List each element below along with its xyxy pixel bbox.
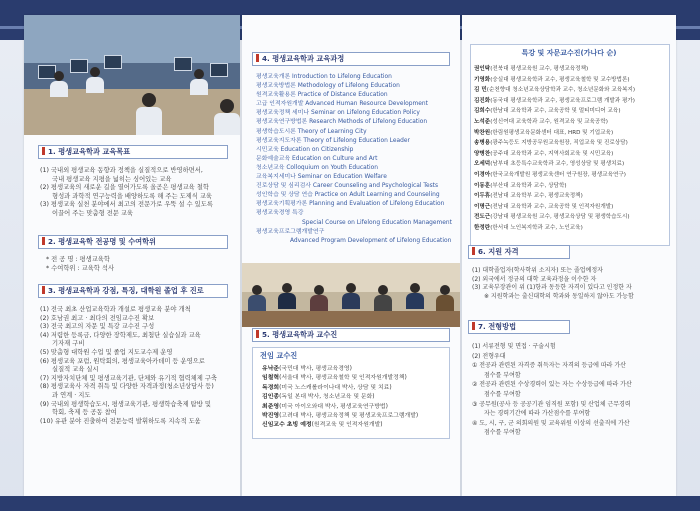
photo-person [142, 93, 156, 107]
list-item: 과 연계 · 지도 [52, 391, 91, 399]
panel-left [24, 15, 240, 496]
faculty-row [474, 191, 635, 202]
faculty-detail: (미국 노스캐롤라이나대 박사, 상담 및 치료) [279, 384, 392, 391]
faculty-name: 기영화 [474, 76, 491, 83]
faculty-row [262, 421, 418, 430]
section-degree-title-text: 2. 평생교육학 전공명 및 수여학위 [48, 237, 157, 246]
faculty-row [474, 128, 635, 139]
faculty-name: 박찬원 [474, 129, 491, 136]
curriculum-list [256, 73, 452, 246]
section-eligibility-title [472, 247, 519, 257]
list-item: 점수를 부여함 [484, 371, 521, 379]
faculty-name: 권인탁 [474, 66, 491, 72]
faculty-row [262, 403, 418, 412]
faculty-detail: (고려대 박사, 평생교육정책 및 평생교육프로그램개발) [279, 413, 419, 420]
photo-person [252, 285, 262, 295]
faculty-name: 이두휴 [474, 193, 491, 200]
list-item: (10) 유관 분야 진출하여 전문능력 발휘하도록 지속적 도움 [40, 417, 201, 425]
course-item: 평생교육개론 Introduction to Lifelong Education [256, 74, 392, 80]
faculty-name: 최준영 [262, 403, 280, 410]
course-item: 교육복지세미나 Seminar on Education Welfare [256, 174, 387, 181]
faculty-row [474, 106, 635, 117]
faculty-name: 김진화 [474, 97, 491, 104]
section-selection-list [472, 342, 632, 438]
faculty-name: 박진영 [262, 413, 280, 420]
list-item: (1) 국내외 평생교육 동향과 정책을 실질적으로 반영하면서, [40, 167, 203, 174]
faculty-name: 양병찬 [474, 150, 491, 157]
faculty-subtitle: 전임 교수진 [260, 351, 298, 360]
list-item: (7) 지방자치단체 및 평생교육기관, 단체와 유기적 협력체제 구축 [40, 374, 218, 382]
course-item: 평생교육정책 세미나 Seminar on Lifelong Education Policy [256, 110, 420, 117]
list-item: 학회, 축제 등 공동 참여 [52, 409, 117, 417]
course-item: 평생교육기획평가론 Planning and Evaluation of Lifelong Education [256, 201, 445, 208]
course-item-cont: Special Course on Lifelong Education Management [302, 219, 452, 226]
list-item: 기자재 구비 [52, 340, 85, 348]
faculty-detail: (전북대 평생교육원 교수, 평생교육정책) [490, 66, 589, 72]
photo-person [50, 81, 68, 97]
faculty-row [474, 212, 635, 223]
faculty-row [474, 117, 635, 128]
photo-person [410, 283, 420, 293]
course-item: 청소년교육 Colloquium on Youth Education [256, 164, 378, 171]
course-item: 평생학습도시론 Theory of Learning City [256, 128, 367, 135]
faculty-row [474, 75, 635, 86]
faculty-detail: (숭실대 평생교육학과 교수, 평생교육철학 및 교수방법론) [490, 76, 630, 83]
list-item: 국내 평생교육 지평을 넓히는 싱어있는 교육 [52, 175, 172, 183]
faculty-detail: (한국교육개발원 평생교육센터 연구원장, 평생교육연구) [490, 171, 626, 178]
faculty-detail: (강남대 평생교육원 교수, 평생교육상담 및 평생학습도시) [490, 214, 630, 221]
photo-person [190, 79, 208, 95]
panel-middle [242, 15, 460, 496]
list-item: (4) 저렴한 등록금, 다양한 장학제도, 최첨단 실습실과 교육 [40, 331, 201, 339]
course-item: 진로상담 및 심리검사 Career Counseling and Psychological Tests [256, 183, 439, 190]
faculty-row [474, 96, 635, 107]
photo-person [346, 283, 356, 293]
list-item: 형성과 과학적 연구능력을 배양하도록 해 주는 도제식 교육 [52, 192, 212, 200]
course-item: 시민교육 Education on Citizenship [256, 146, 354, 153]
faculty-name: 노석준 [474, 118, 491, 125]
faculty-detail: (한서대 노인복지학과 교수, 노인교육) [490, 224, 583, 231]
photo-person [194, 69, 204, 79]
faculty-name: 이동훈 [474, 182, 491, 189]
course-item: 평생교육방법론 Methodology of Lifelong Education [256, 83, 400, 90]
list-item: (3) 전국 최고의 자문 및 특강 교수진 구성 [40, 323, 155, 331]
section-goals-list [40, 167, 213, 219]
faculty-detail: (서울대 박사, 평생교육철학 및 인적자원개발정책) [279, 375, 407, 382]
section-faculty-title-text: 5. 평생교육학과 교수진 [262, 330, 338, 339]
list-item: * 수여학위 : 교육학 석사 [46, 264, 115, 272]
section-strengths-title [42, 286, 204, 296]
faculty-row [474, 223, 635, 234]
faculty-detail: (광주녹등도 지방공무원교육원장, 직업교육 및 진로상담) [490, 140, 628, 147]
photo-person [342, 293, 360, 309]
list-item: ② 전공과 관련된 수상경력이 있는 자는 수상등급에 따라 가산 [472, 381, 632, 389]
faculty-name: 오세덕 [474, 161, 491, 168]
section-degree-title [42, 237, 156, 247]
section-curriculum-title [256, 54, 344, 64]
photo-person [314, 285, 324, 295]
panel-right [462, 15, 676, 496]
faculty-detail: (부산대 교육학과 교수, 상담학) [490, 182, 567, 189]
course-item: 문화예술교육 Education on Culture and Art [256, 155, 378, 162]
faculty-row [474, 138, 635, 149]
list-item: (1) 서류전형 및 면접 · 구술시험 [472, 343, 556, 350]
faculty-detail: (독일 본대 박사, 청소년교육 및 문화) [279, 394, 375, 401]
list-item: (2) 호남권 최고 · 최다의 전임교수진 확보 [40, 314, 155, 322]
faculty-name: 신임교수 초빙 예정 [262, 422, 312, 429]
section-goals-title [42, 147, 130, 157]
faculty-detail: (원격교육 및 인적자원개발) [311, 422, 383, 429]
faculty-name: 김인종 [262, 394, 280, 401]
photo-person [136, 107, 162, 135]
list-item: 이끌어 주는 맞춤형 전문 교육 [52, 209, 133, 217]
list-item: ① 전공과 관련된 자격증 취득자는 자격의 등급에 따라 가산 [472, 362, 626, 370]
faculty-detail: (순천향대 청소년교육상담학과 교수, 청소년문화와 교육복지) [486, 87, 636, 94]
photo-person [248, 295, 266, 311]
section-eligibility-title-text: 6. 지원 자격 [478, 247, 519, 256]
section-selection-title-text: 7. 전형방법 [478, 322, 517, 331]
faculty-detail: (공주대 교육학과 교수, 지역사회교육 및 시민교육) [490, 150, 614, 157]
photo-person [374, 295, 392, 311]
list-item: 점수를 부여함 [484, 390, 521, 398]
list-item: ※ 지원학과는 출신대학의 학과와 동일하지 않아도 가능함 [484, 292, 634, 300]
course-item: 원격교육활용론 Practice of Distance Education [256, 92, 388, 99]
faculty-detail: (미국 아이오와대 박사, 평생교육연구방법) [279, 403, 388, 410]
list-item: (3) 교육부장관이 위 (1)항과 동등한 자격이 있다고 인정한 자 [472, 284, 632, 292]
photo-wall [24, 15, 240, 63]
list-item: 실질적 교육 실시 [52, 366, 99, 374]
faculty-row [474, 170, 635, 181]
photo-person [86, 77, 104, 93]
list-item: ④ 도, 시, 구, 군 의회의원 및 교육위원 이상의 선출직에 가산 [472, 419, 630, 427]
list-item: 자는 경력기간에 따라 가산점수를 부여함 [484, 410, 591, 418]
faculty-name: 김희수 [474, 108, 491, 115]
photo-person [282, 283, 292, 293]
faculty-name: 김 민 [474, 87, 487, 94]
photo-person [406, 293, 424, 309]
list-item: (8) 평생교육사 자격 취득 및 다양한 자격과정(청소년상담사 등) [40, 383, 214, 391]
faculty-name: 유낙준 [262, 366, 280, 372]
photo-person [440, 285, 450, 295]
section-goals-title-text: 1. 평생교육학과 교육목표 [48, 147, 131, 156]
faculty-row [262, 365, 418, 374]
faculty-detail: (남부대 초등특수교육학과 교수, 영성상담 및 평생치료) [490, 161, 625, 168]
list-item: (2) 전형우대 [472, 352, 506, 360]
faculty-row [474, 85, 635, 96]
section-degree-list [46, 256, 114, 273]
faculty-name: 전도근 [474, 214, 491, 221]
course-item: 평생교육프로그램개발연구 [256, 228, 325, 235]
faculty-name: 임철혁 [262, 375, 280, 382]
photo-person [90, 67, 100, 77]
bottom-band [0, 496, 700, 511]
seminar-photo [242, 263, 460, 327]
faculty-list [262, 365, 418, 431]
section-selection-title [472, 322, 516, 332]
faculty-name: 이경아 [474, 171, 491, 178]
photo-table [242, 311, 460, 327]
faculty-row [474, 202, 635, 213]
faculty-row [262, 412, 418, 421]
photo-monitor [210, 63, 228, 77]
list-item: (2) 외국에서 정규의 대학 교육과정을 이수한 자 [472, 275, 597, 283]
faculty-detail: (성신여대 교육학과 교수, 원격교육 및 교육공학) [490, 118, 608, 125]
list-item: 점수를 부여함 [484, 429, 521, 437]
faculty-row [262, 384, 418, 393]
classroom-photo [24, 15, 240, 135]
course-item: 고급 인적자원개발 Advanced Human Resource Development [256, 101, 428, 108]
faculty-detail: (전남대 교육학과 교수, 교육공학 및 인적자원개발) [490, 203, 614, 210]
faculty-name: 이명근 [474, 203, 491, 210]
course-item: 평생교육경영 특강 [256, 210, 304, 217]
list-item: (2) 평생교육의 새로운 길을 열어가도록 올곧은 평생교육 철학 [40, 184, 209, 192]
list-item: (5) 맞춤형 대학원 수업 및 졸업 지도교수제 운영 [40, 348, 173, 356]
list-item: * 전 공 명 : 평생교육학 [46, 256, 110, 263]
special-faculty-list [474, 64, 635, 234]
list-item: ③ 공무원(공사 등 공공기관 임직원 포함) 및 산업체 근무경력 [472, 400, 631, 408]
photo-person [378, 285, 388, 295]
list-item: (9) 국내외 평생학습도시, 평생교육기관, 평생학습축제 탐방 및 [40, 400, 211, 408]
photo-person [278, 293, 296, 309]
list-item: (6) 평생교육 포럼, 원탁회의, 평생교육아카데미 등 운영으로 [40, 357, 205, 365]
special-faculty-title: 특강 및 자문교수진(가나다 순) [521, 49, 617, 57]
faculty-detail: (전남대 교육학부 교수, 평생교육정책) [490, 193, 583, 200]
course-item-cont: Advanced Program Development of Lifelong Education [290, 237, 452, 244]
faculty-name: 한정란 [474, 224, 491, 231]
faculty-name: 독경희 [262, 384, 280, 391]
course-item: 평생교육지도자론 Theory of Lifelong Education Leader [256, 137, 410, 144]
section-faculty-title [256, 330, 337, 340]
faculty-detail: (국민대 박사, 평생교육경영) [279, 366, 352, 372]
faculty-row [474, 181, 635, 192]
faculty-row [262, 374, 418, 383]
list-item: (3) 평생교육 실천 분야에서 최고의 전문가로 우뚝 설 수 있도록 [40, 201, 213, 209]
photo-monitor [104, 55, 122, 69]
faculty-detail: (한남대 교육학과 교수, 교육공학 및 멀티미디어 교육) [490, 108, 621, 115]
faculty-detail: (한림원평생교육문화센터 대표, HRD 및 기업교육) [490, 129, 614, 136]
photo-person [436, 295, 454, 311]
photo-person [54, 71, 64, 81]
section-eligibility-list [472, 267, 634, 301]
section-strengths-title-text: 3. 평생교육학과 강점, 특징, 대학원 졸업 후 진로 [48, 286, 204, 295]
photo-person [214, 113, 240, 135]
faculty-detail: (동국대 평생교육학과 교수, 평생교육프로그램 개발과 평가) [490, 97, 635, 104]
list-item: (1) 전국 최초 산업교육학과 개설로 평생교육 분야 개척 [40, 306, 191, 313]
faculty-row [474, 149, 635, 160]
list-item: (1) 대학졸업자(학사학위 소지자) 또는 졸업예정자 [472, 267, 603, 274]
section-curriculum-title-text: 4. 평생교육학과 교육과정 [262, 54, 345, 63]
section-strengths-list [40, 306, 217, 426]
course-item: 성인학습 및 상담 연습 Practice on Adult Learning and Counseling [256, 192, 440, 199]
photo-monitor [174, 57, 192, 71]
course-item: 평생교육연구방법론 Research Methods of Lifelong Education [256, 119, 428, 126]
faculty-row [474, 64, 635, 75]
photo-person [310, 295, 328, 311]
photo-monitor [70, 59, 88, 73]
faculty-row [262, 393, 418, 402]
faculty-row [474, 159, 635, 170]
photo-person [220, 99, 234, 113]
faculty-name: 송병용 [474, 140, 491, 147]
